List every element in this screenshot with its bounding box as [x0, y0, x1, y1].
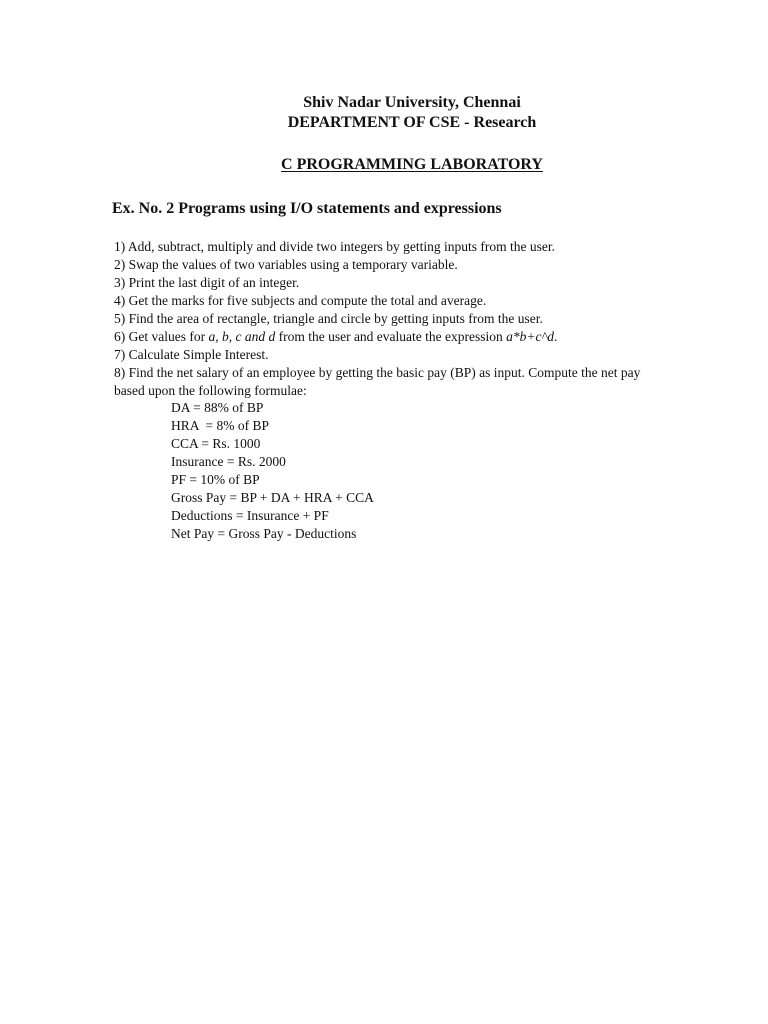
department-name: DEPARTMENT OF CSE - Research	[287, 114, 537, 131]
exercise-item-6-prefix: 6) Get values for	[114, 329, 209, 344]
exercise-item-6-expression: a*b+c^d	[506, 329, 554, 344]
exercise-item-8	[114, 364, 714, 400]
exercise-item-7: 7) Calculate Simple Interest.	[114, 347, 269, 362]
exercise-item-4: 4) Get the marks for five subjects and compute the total and average.	[114, 293, 487, 308]
exercise-item-8-line-1: 8) Find the net salary of an employee by getting the basic pay (BP) as input. Compute the net pay	[114, 365, 641, 380]
formula-net-pay: Net Pay = Gross Pay - Deductions	[171, 526, 357, 541]
formula-cca: CCA = Rs. 1000	[171, 436, 261, 451]
exercise-item-6-middle: from the user and evaluate the expression	[275, 329, 507, 344]
exercise-item-6	[114, 328, 714, 346]
exercise-item-5: 5) Find the area of rectangle, triangle and circle by getting inputs from the user.	[114, 311, 543, 326]
formula-hra: HRA = 8% of BP	[171, 418, 270, 433]
exercise-list	[114, 238, 714, 400]
exercise-item-3: 3) Print the last digit of an integer.	[114, 275, 300, 290]
exercise-item-2: 2) Swap the values of two variables using a temporary variable.	[114, 257, 458, 272]
lab-title	[0, 155, 768, 175]
formula-deductions: Deductions = Insurance + PF	[171, 508, 329, 523]
exercise-heading: Ex. No. 2 Programs using I/O statements and expressions	[112, 200, 502, 217]
formula-gross-pay: Gross Pay = BP + DA + HRA + CCA	[171, 490, 374, 505]
formula-da: DA = 88% of BP	[171, 400, 264, 415]
lab-title-text: C PROGRAMMING LABORATORY	[281, 156, 543, 173]
exercise-item-1: 1) Add, subtract, multiply and divide two integers by getting inputs from the user.	[114, 239, 555, 254]
exercise-item-6-variables: a, b, c and d	[208, 329, 276, 344]
university-name: Shiv Nadar University, Chennai	[303, 94, 521, 111]
exercise-item-6-suffix: .	[553, 329, 558, 344]
formula-insurance: Insurance = Rs. 2000	[171, 454, 286, 469]
document-header	[0, 93, 768, 133]
formula-pf: PF = 10% of BP	[171, 472, 260, 487]
exercise-item-8-line-2: based upon the following formulae:	[114, 383, 307, 398]
salary-formulae	[171, 399, 374, 543]
